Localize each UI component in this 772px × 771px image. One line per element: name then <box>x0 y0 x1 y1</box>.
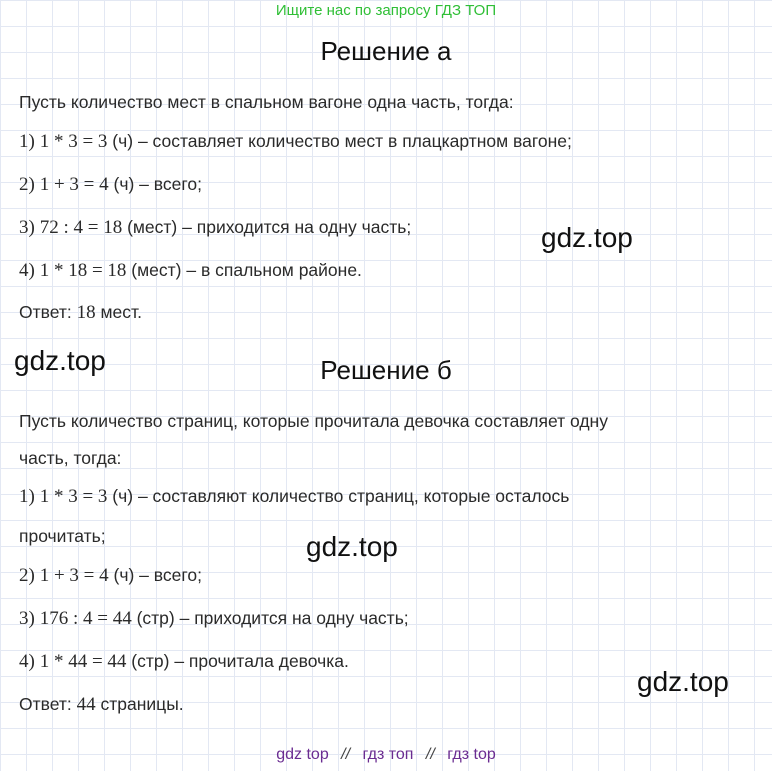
answer-label: Ответ: <box>19 302 72 322</box>
step-text: – приходится на одну часть; <box>182 217 412 237</box>
solution-b-step-1 <box>19 486 569 508</box>
solution-b-intro-line-2: часть, тогда: <box>19 448 122 468</box>
step-text: – прочитала девочка. <box>174 651 349 671</box>
watermark: gdz.top <box>637 666 729 697</box>
step-unit: (ч) <box>113 174 135 194</box>
solution-b-answer <box>19 694 184 716</box>
step-text: – приходится на одну часть; <box>179 608 409 628</box>
step-unit: (стр) <box>136 608 175 628</box>
step-number: 2) <box>19 565 35 586</box>
solution-a-step-4 <box>19 260 362 282</box>
step-text: – всего; <box>139 565 202 585</box>
step-unit: (ч) <box>112 486 134 506</box>
step-number: 4) <box>19 651 35 672</box>
watermark: gdz.top <box>14 345 106 376</box>
solution-b-intro-line-1: Пусть количество страниц, которые прочитала девочка составляет одну <box>19 411 608 431</box>
solution-a-step-3 <box>19 217 411 239</box>
solution-a-step-2 <box>19 174 202 196</box>
step-unit: (стр) <box>131 651 170 671</box>
step-unit: (ч) <box>113 565 135 585</box>
step-number: 2) <box>19 174 35 195</box>
step-expression: 1 * 3 = 3 <box>39 486 108 507</box>
footer-separator: // <box>425 746 435 763</box>
footer-link-gdz-top[interactable]: gdz top <box>276 746 329 763</box>
answer-value: 18 <box>76 302 96 323</box>
step-number: 3) <box>19 217 35 238</box>
answer-value: 44 <box>76 694 96 715</box>
step-expression: 1 + 3 = 4 <box>39 174 109 195</box>
footer-separator: // <box>341 746 351 763</box>
step-number: 1) <box>19 486 35 507</box>
solution-b-step-2 <box>19 565 202 587</box>
step-number: 4) <box>19 260 35 281</box>
step-unit: (мест) <box>131 260 182 280</box>
step-text: – всего; <box>139 174 202 194</box>
step-expression: 176 : 4 = 44 <box>39 608 132 629</box>
step-text: – составляют количество страниц, которые осталось <box>137 486 570 506</box>
solution-a-intro: Пусть количество мест в спальном вагоне одна часть, тогда: <box>19 92 514 112</box>
step-unit: (мест) <box>127 217 178 237</box>
answer-unit: страницы. <box>100 694 184 714</box>
solution-b-step-4 <box>19 651 349 673</box>
watermark: gdz.top <box>541 222 633 253</box>
top-banner: Ищите нас по запросу ГДЗ ТОП <box>275 2 497 19</box>
footer-links <box>0 746 772 764</box>
solution-b-title: Решение б <box>320 355 452 385</box>
solution-b-step-1-continued: прочитать; <box>19 526 106 546</box>
solution-a-step-1 <box>19 131 572 153</box>
answer-unit: мест. <box>100 302 142 322</box>
footer-link-gdz-top-ru[interactable]: гдз топ <box>362 746 414 763</box>
solution-a-answer <box>19 302 142 324</box>
step-expression: 1 + 3 = 4 <box>39 565 109 586</box>
step-number: 1) <box>19 131 35 152</box>
step-expression: 1 * 18 = 18 <box>39 260 127 281</box>
solution-b-step-3 <box>19 608 409 630</box>
answer-label: Ответ: <box>19 694 72 714</box>
step-number: 3) <box>19 608 35 629</box>
step-text: – в спальном районе. <box>186 260 362 280</box>
step-text: – составляет количество мест в плацкартном вагоне; <box>137 131 572 151</box>
step-expression: 72 : 4 = 18 <box>39 217 123 238</box>
step-expression: 1 * 44 = 44 <box>39 651 127 672</box>
watermark: gdz.top <box>306 531 398 562</box>
step-expression: 1 * 3 = 3 <box>39 131 108 152</box>
footer-link-gdz-top-mixed[interactable]: гдз top <box>447 746 496 763</box>
step-unit: (ч) <box>112 131 134 151</box>
solution-a-title: Решение а <box>320 36 452 66</box>
